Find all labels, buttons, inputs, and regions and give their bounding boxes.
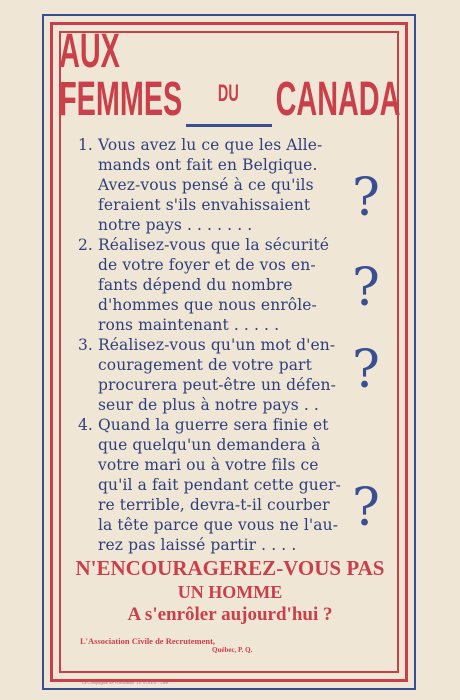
item-number: 3. [78,336,93,354]
item-line: feraient s'ils envahissaient [98,196,311,214]
call-line-1: N'ENCOURAGEREZ-VOUS PAS [75,556,385,580]
item-line: rez pas laissé partir . . . . [98,536,297,554]
item-number: 4. [78,416,93,434]
item-line: couragement de votre part [98,356,312,374]
item-number: 2. [78,236,93,254]
item-line: qu'il a fait pendant cette guer- [98,476,341,494]
title-underline [186,124,272,127]
item-line: votre mari ou à votre fils ce [98,456,319,474]
list-item [78,335,360,415]
question-list [78,135,360,555]
item-line: Avez-vous pensé à ce qu'ils [98,176,314,194]
list-item [78,415,360,555]
item-line: seur de plus à notre pays . . [98,396,319,414]
item-line: de votre foyer et de vos en- [98,256,316,274]
question-mark-icon: ? [352,340,380,400]
item-line: fants dépend du nombre [98,276,293,294]
printer-credit: La Compagnie de Publication "LE SOLEIL", Ltée [82,680,169,685]
question-mark-icon: ? [352,168,380,228]
item-line: re terrible, devra-t-il courber [98,496,330,514]
question-mark-icon: ? [352,478,380,538]
item-line: procurera peut-être un défen- [98,376,336,394]
call-line-2: UN HOMME [177,582,283,602]
title-word-3: CANADA [275,73,401,126]
association-name: L'Association Civile de Recrutement, [80,636,216,646]
item-line: d'hommes que nous enrôle- [98,296,317,314]
item-line: la tête parce que vous ne l'au- [98,516,339,534]
title-word-1: AUX FEMMES [59,25,183,126]
item-line: que quelqu'un demandera à [98,436,321,454]
item-line: rons maintenant . . . . . [98,316,280,334]
item-line: Réalisez-vous que la sécurité [98,236,330,254]
call-line-3: A s'enrôler aujourd'hui ? [127,604,333,625]
poster-title [59,25,401,126]
association-city: Québec, P. Q. [212,646,253,654]
list-item [78,135,360,235]
item-number: 1. [78,136,93,154]
item-line: mands ont fait en Belgique. [98,156,318,174]
item-line: Vous avez lu ce que les Alle- [98,136,323,154]
list-item [78,235,360,335]
title-word-2: DU [218,80,240,107]
item-line: Réalisez-vous qu'un mot d'en- [98,336,336,354]
question-mark-icon: ? [352,258,380,318]
item-line: notre pays . . . . . . . [98,216,253,234]
item-line: Quand la guerre sera finie et [98,416,329,434]
